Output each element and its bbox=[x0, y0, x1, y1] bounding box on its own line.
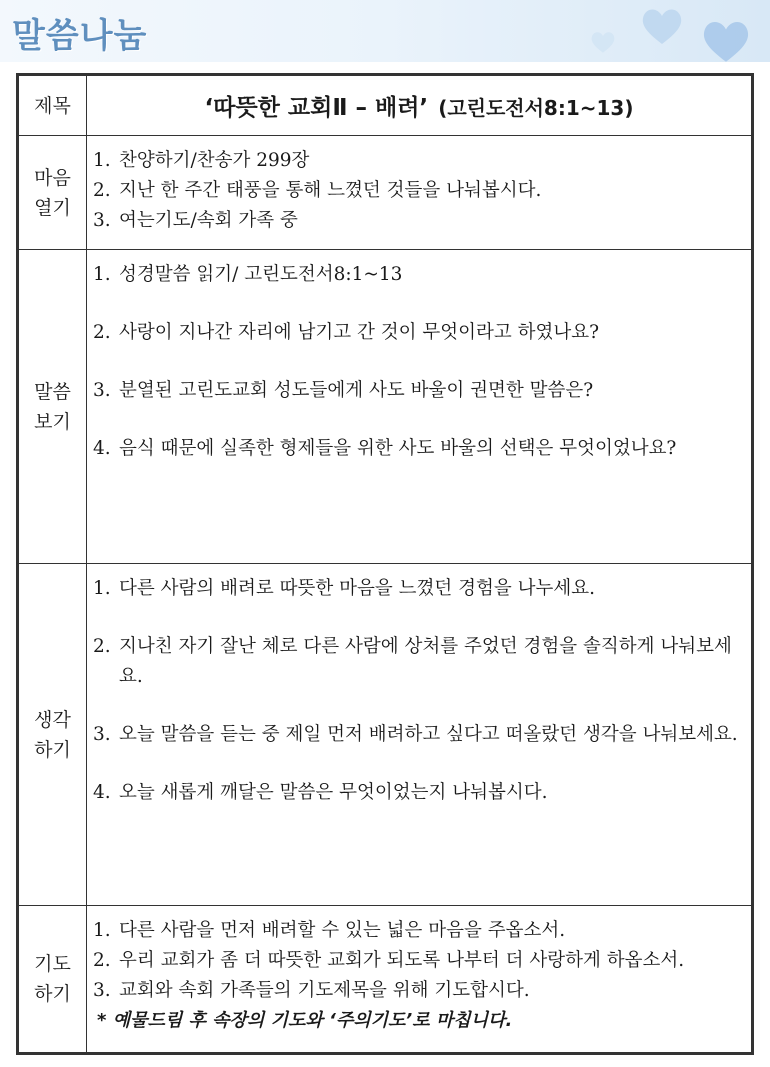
item-text: 지난 한 주간 태풍을 통해 느꼈던 것들을 나눠봅시다. bbox=[119, 180, 542, 201]
section-label-line1: 기도 bbox=[34, 953, 71, 975]
lesson-title: ‘따뜻한 교회Ⅱ – 배려’ bbox=[204, 95, 429, 121]
section-label-line2: 보기 bbox=[34, 410, 71, 433]
item-number: 4. bbox=[93, 782, 111, 803]
item-text: 오늘 말씀을 듣는 중 제일 먼저 배려하고 싶다고 떠올랐던 생각을 나눠보세요. bbox=[119, 724, 738, 745]
list-item bbox=[93, 946, 743, 976]
section-content bbox=[87, 564, 752, 906]
banner-title: 말씀나눔 bbox=[12, 16, 148, 56]
item-text: 여는기도/속회 가족 중 bbox=[119, 210, 298, 231]
list-item bbox=[93, 632, 743, 692]
item-text: 지나친 자기 잘난 체로 다른 사람에 상처를 주었던 경험을 솔직하게 나눠보세요. bbox=[119, 636, 732, 687]
header-banner bbox=[0, 0, 770, 62]
scripture-reference: (고린도전서8:1~13) bbox=[438, 96, 634, 120]
closing-note: * 예물드림 후 속장의 기도와 ‘주의기도’로 마칩니다. bbox=[97, 1010, 513, 1031]
item-number: 3. bbox=[93, 210, 111, 231]
item-text: 음식 때문에 실족한 형제들을 위한 사도 바울의 선택은 무엇이었나요? bbox=[119, 438, 677, 459]
section-label-line2: 하기 bbox=[34, 738, 71, 761]
list-item bbox=[93, 574, 743, 604]
list-item bbox=[93, 916, 743, 946]
section-label bbox=[19, 564, 87, 906]
section-label bbox=[19, 250, 87, 564]
item-number: 2. bbox=[93, 180, 111, 201]
section-row-read-word bbox=[19, 250, 752, 564]
item-number: 2. bbox=[93, 636, 111, 657]
section-row-open-heart bbox=[19, 136, 752, 250]
item-number: 4. bbox=[93, 438, 111, 459]
section-label-line1: 마음 bbox=[34, 166, 71, 189]
item-number: 3. bbox=[93, 980, 111, 1001]
list-item bbox=[93, 434, 743, 464]
section-label-line1: 말씀 bbox=[34, 380, 71, 403]
list-item bbox=[93, 176, 743, 206]
item-number: 2. bbox=[93, 950, 111, 971]
item-text: 다른 사람을 먼저 배려할 수 있는 넓은 마음을 주옵소서. bbox=[119, 920, 566, 941]
item-text: 다른 사람의 배려로 따뜻한 마음을 느꼈던 경험을 나누세요. bbox=[119, 578, 595, 599]
section-row-reflect bbox=[19, 564, 752, 906]
list-item bbox=[93, 260, 743, 290]
section-label-line2: 하기 bbox=[34, 983, 71, 1005]
item-number: 2. bbox=[93, 322, 111, 343]
item-number: 3. bbox=[93, 380, 111, 401]
item-number: 1. bbox=[93, 264, 111, 285]
item-text: 교회와 속회 가족들의 기도제목을 위해 기도합시다. bbox=[119, 980, 530, 1001]
worksheet-table bbox=[18, 75, 752, 1053]
heart-icon bbox=[700, 18, 752, 62]
section-content bbox=[87, 250, 752, 564]
section-label-line1: 생각 bbox=[34, 708, 71, 731]
section-label-line2: 열기 bbox=[34, 196, 71, 219]
item-text: 분열된 고린도교회 성도들에게 사도 바울이 권면한 말씀은? bbox=[119, 380, 594, 401]
list-item bbox=[93, 318, 743, 348]
list-item bbox=[93, 778, 743, 808]
section-content bbox=[87, 906, 752, 1053]
section-row-pray bbox=[19, 906, 752, 1053]
item-text: 오늘 새롭게 깨달은 말씀은 무엇이었는지 나눠봅시다. bbox=[119, 782, 548, 803]
item-text: 성경말씀 읽기/ 고린도전서8:1~13 bbox=[119, 264, 403, 285]
list-item bbox=[93, 976, 743, 1006]
title-label: 제목 bbox=[19, 76, 87, 136]
item-text: 우리 교회가 좀 더 따뜻한 교회가 되도록 나부터 더 사랑하게 하옵소서. bbox=[119, 950, 685, 971]
heart-icon bbox=[640, 6, 684, 46]
section-content bbox=[87, 136, 752, 250]
item-number: 1. bbox=[93, 920, 111, 941]
list-item bbox=[93, 146, 743, 176]
worksheet bbox=[16, 73, 754, 1055]
item-number: 1. bbox=[93, 150, 111, 171]
title-row bbox=[19, 76, 752, 136]
list-item bbox=[93, 206, 743, 236]
heart-icon bbox=[590, 30, 616, 54]
item-text: 사랑이 지나간 자리에 남기고 간 것이 무엇이라고 하였나요? bbox=[119, 322, 599, 343]
item-text: 찬양하기/찬송가 299장 bbox=[119, 150, 310, 171]
list-item bbox=[93, 720, 743, 750]
section-label bbox=[19, 906, 87, 1053]
item-number: 1. bbox=[93, 578, 111, 599]
list-item bbox=[93, 376, 743, 406]
item-number: 3. bbox=[93, 724, 111, 745]
title-cell bbox=[87, 76, 752, 136]
section-label bbox=[19, 136, 87, 250]
